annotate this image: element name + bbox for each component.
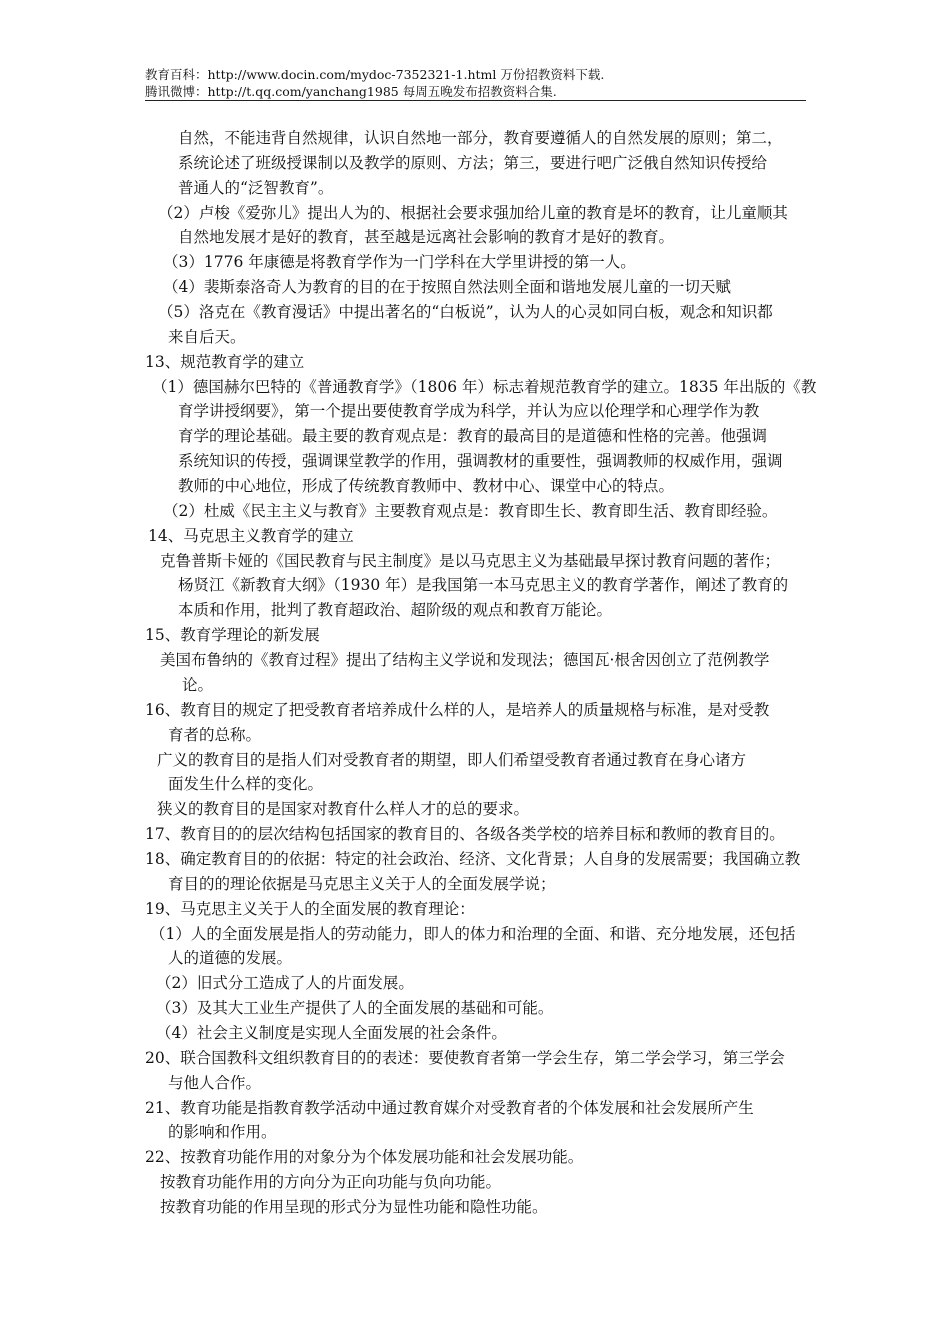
text-line: （4）社会主义制度是实现人全面发展的社会条件。 xyxy=(156,1023,507,1042)
text-line: 自然地发展才是好的教育，甚至越是远离社会影响的教育才是好的教育。 xyxy=(178,228,675,247)
text-line: 按教育功能作用的方向分为正向功能与负向功能。 xyxy=(160,1173,502,1192)
text-line: （2）杜威《民主主义与教育》主要教育观点是：教育即生长、教育即生活、教育即经验。 xyxy=(163,501,778,520)
text-line: （3）1776 年康德是将教育学作为一门学科在大学里讲授的第一人。 xyxy=(163,253,636,272)
text-line: （5）洛克在《教育漫话》中提出著名的“白板说”，认为人的心灵如同白板，观念和知识都 xyxy=(158,303,773,322)
header-divider xyxy=(145,100,806,101)
text-line: 22、按教育功能作用的对象分为个体发展功能和社会发展功能。 xyxy=(145,1148,584,1167)
text-line: 18、确定教育目的的依据：特定的社会政治、经济、文化背景；人自身的发展需要；我国确立教 xyxy=(145,849,801,868)
text-line: 美国布鲁纳的《教育过程》提出了结构主义学说和发现法；德国瓦·根舍因创立了范例教学 xyxy=(160,651,770,670)
text-line: （2）旧式分工造成了人的片面发展。 xyxy=(156,974,414,993)
text-line: 本质和作用，批判了教育超政治、超阶级的观点和教育万能论。 xyxy=(178,601,613,620)
text-line: 克鲁普斯卡娅的《国民教育与民主制度》是以马克思主义为基础最早探讨教育问题的著作； xyxy=(160,551,781,570)
text-line: 按教育功能的作用呈现的形式分为显性功能和隐性功能。 xyxy=(160,1197,548,1216)
text-line: 14、马克思主义教育学的建立 xyxy=(148,526,354,545)
text-line: 面发生什么样的变化。 xyxy=(168,775,324,794)
text-line: 教师的中心地位，形成了传统教育教师中、教材中心、课堂中心的特点。 xyxy=(178,477,675,496)
text-line: 系统论述了班级授课制以及教学的原则、方法；第三，要进行吧广泛俄自然知识传授给 xyxy=(178,153,768,172)
text-line: 育目的的理论依据是马克思主义关于人的全面发展学说； xyxy=(168,874,556,893)
header-line-docin: 教育百科：http://www.docin.com/mydoc-7352321-1.html 万份招教资料下载. xyxy=(145,67,605,82)
text-line: 17、教育目的的层次结构包括国家的教育目的、各级各类学校的培养目标和教师的教育目的。 xyxy=(145,825,785,844)
text-line: 19、马克思主义关于人的全面发展的教育理论： xyxy=(145,899,475,918)
text-line: 论。 xyxy=(182,675,214,694)
text-line: 自然，不能违背自然规律，认识自然地一部分，教育要遵循人的自然发展的原则；第二， xyxy=(178,129,783,147)
text-line: 育者的总称。 xyxy=(168,725,262,744)
text-line: 狭义的教育目的是国家对教育什么样人才的总的要求。 xyxy=(157,800,530,819)
text-line: 16、教育目的规定了把受教育者培养成什么样的人，是培养人的质量规格与标准，是对受教 xyxy=(145,700,770,719)
text-line: 来自后天。 xyxy=(168,327,246,346)
text-line: 与他人合作。 xyxy=(168,1073,262,1092)
text-line: 人的道德的发展。 xyxy=(168,949,293,968)
text-line: 育学讲授纲要》，第一个提出要使教育学成为科学，并认为应以伦理学和心理学作为教 xyxy=(178,402,760,421)
text-line: （2）卢梭《爱弥儿》提出人为的、根据社会要求强加给儿童的教育是坏的教育，让儿童顺其 xyxy=(158,203,788,222)
header-line-weibo: 腾讯微博：http://t.qq.com/yanchang1985 每周五晚发布招教资料合集. xyxy=(145,84,557,99)
text-line: 15、教育学理论的新发展 xyxy=(145,626,320,645)
text-line: （4）裴斯泰洛奇人为教育的目的在于按照自然法则全面和谐地发展儿童的一切天赋 xyxy=(163,278,731,297)
text-line: 广义的教育目的是指人们对受教育者的期望，即人们希望受教育者通过教育在身心诸方 xyxy=(157,750,747,769)
text-line: 普通人的“泛智教育”。 xyxy=(178,178,334,197)
text-line: 杨贤江《新教育大纲》（1930 年）是我国第一本马克思主义的教育学著作，阐述了教育的 xyxy=(178,576,789,595)
text-line: （1）德国赫尔巴特的《普通教育学》（1806 年）标志着规范教育学的建立。1835 年出版的《教 xyxy=(152,377,817,396)
text-line: 育学的理论基础。最主要的教育观点是：教育的最高目的是道德和性格的完善。他强调 xyxy=(178,427,768,446)
text-line: 13、规范教育学的建立 xyxy=(145,352,305,371)
text-line: 系统知识的传授，强调课堂教学的作用，强调教材的重要性，强调教师的权威作用，强调 xyxy=(178,452,783,471)
text-line: 20、联合国教科文组织教育目的的表述：要使教育者第一学会生存，第二学会学习，第三学会 xyxy=(145,1048,785,1067)
text-line: （3）及其大工业生产提供了人的全面发展的基础和可能。 xyxy=(156,999,554,1018)
text-line: 21、教育功能是指教育教学活动中通过教育媒介对受教育者的个体发展和社会发展所产生 xyxy=(145,1098,754,1117)
text-line: （1）人的全面发展是指人的劳动能力，即人的体力和治理的全面、和谐、充分地发展，还包括 xyxy=(150,924,796,943)
text-line: 的影响和作用。 xyxy=(168,1123,277,1142)
